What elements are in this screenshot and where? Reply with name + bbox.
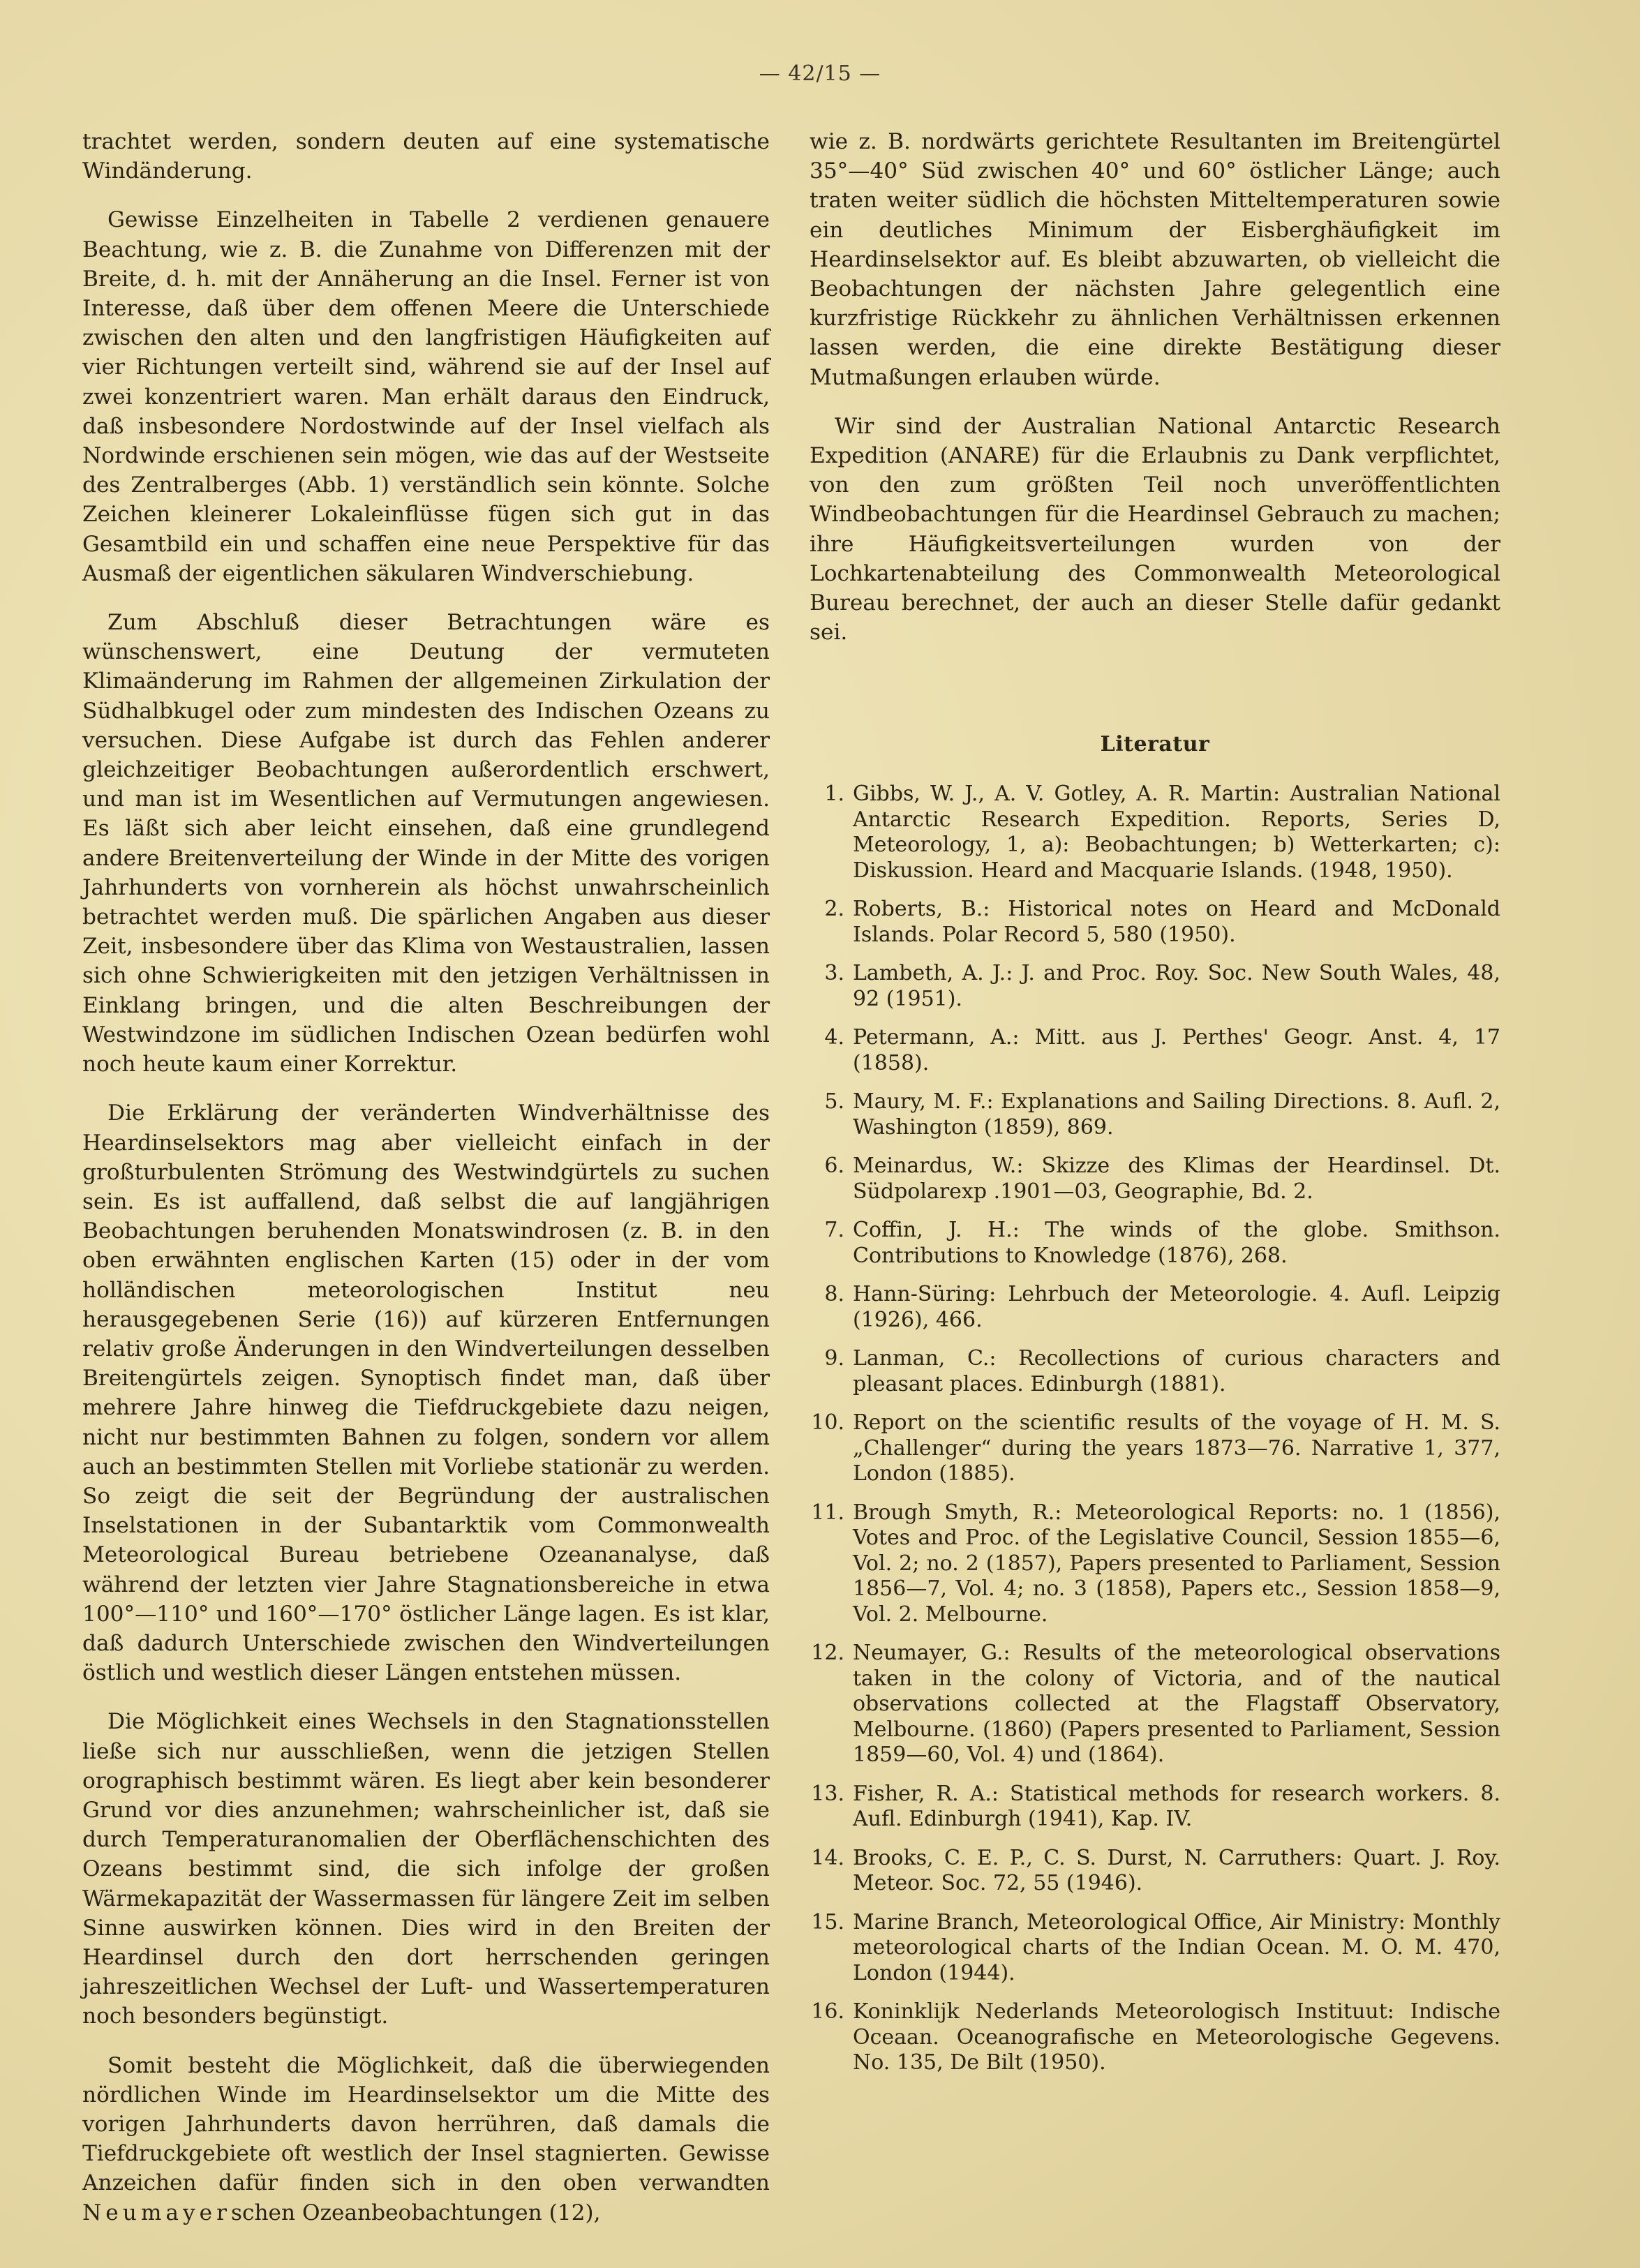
reference-number: 6. — [824, 1154, 844, 1179]
body-paragraph-2: Gewisse Einzelheiten in Tabelle 2 verdienen genauere Beachtung, wie z. B. die Zunahme von Differenzen mit der Breite, d. h. mit der Annäherung an die Insel. Ferner ist von Interesse, daß über dem offenen Meere die Unterschiede zwischen den alten und den langfristigen Häufigkeiten auf vier Richtungen verteilt sind, während sie auf der Insel auf zwei konzentriert waren. Man erhält daraus den Eindruck, daß insbesondere Nordostwinde auf der Insel vielfach als Nordwinde erschienen sein mögen, wie das auf der Westseite des Zentralberges (Abb. 1) verständlich sein könnte. Solche Zeichen kleinerer Lokaleinflüsse fügen sich gut in das Gesamtbild ein und schaffen eine neue Perspektive für das Ausmaß der eigentlichen säkularen Windverschiebung. — [82, 207, 770, 586]
body-paragraph-1: trachtet werden, sondern deuten auf eine systematische Windänderung. — [82, 129, 770, 184]
reference-item — [810, 1025, 1500, 1076]
body-paragraph-4: Die Erklärung der veränderten Windverhältnisse des Heardinselsektors mag aber vielleicht einfach in der großturbulenten Strömung des Westwindgürtels zu suchen sein. Es ist auffallend, daß selbst die auf langjährigen Beobachtungen beruhenden Monatswindrosen (z. B. in den oben erwähnten englischen Karten (15) oder in der vom holländischen meteorologischen Institut neu herausgegebenen Serie (16)) auf kürzeren Entfernungen relativ große Änderungen in den Windverteilungen desselben Breitengürtels zeigen. Synoptisch findet man, daß über mehrere Jahre hinweg die Tiefdruckgebiete dazu neigen, nicht nur bestimmten Bahnen zu folgen, sondern vor allem auch an bestimmten Stellen mit Vorliebe stationär zu werden. So zeigt die seit der Begründung der australischen Inselstationen in der Subantarktik vom Commonwealth Meteorological Bureau betriebene Ozeananalyse, daß während der letzten vier Jahre Stagnationsbereiche in etwa 100°—110° und 160°—170° östlicher Länge lagen. Es ist klar, daß dadurch Unterschiede zwischen den Windverteilungen östlich und westlich dieser Längen entstehen müssen. — [82, 1101, 770, 1686]
reference-item — [810, 782, 1500, 883]
references-list — [810, 782, 1500, 2076]
reference-text: Brooks, C. E. P., C. S. Durst, N. Carruthers: Quart. J. Roy. Meteor. Soc. 72, 55 (1946). — [853, 1845, 1500, 1896]
reference-text: Maury, M. F.: Explanations and Sailing Directions. 8. Aufl. 2, Washington (1859), 869. — [853, 1089, 1500, 1140]
paragraph-6-text-after: schen Ozeanbeobachtungen (12), — [230, 2200, 601, 2225]
reference-text: Report on the scientific results of the voyage of H. M. S. „Challenger“ during the years 1873—76. Narrative 1, 377, London (1885). — [853, 1410, 1500, 1486]
reference-item — [810, 1154, 1500, 1204]
reference-number: 13. — [811, 1781, 844, 1806]
reference-text: Koninklijk Nederlands Meteorologisch Instituut: Indische Oceaan. Oceanografische en Meteorologische Gegevens. No. 135, De Bilt (1950). — [853, 1999, 1500, 2075]
reference-text: Lanman, C.: Recollections of curious characters and pleasant places. Edinburgh (1881). — [853, 1346, 1500, 1396]
reference-item — [810, 1500, 1500, 1628]
reference-item — [810, 1282, 1500, 1333]
reference-item — [810, 1089, 1500, 1140]
reference-text: Marine Branch, Meteorological Office, Air Ministry: Monthly meteorological charts of the Indian Ocean. M. O. M. 470, London (1944). — [853, 1909, 1500, 1985]
reference-text: Neumayer, G.: Results of the meteorological observations taken in the colony of Victoria, and of the nautical observations collected at the Flagstaff Observatory, Melbourne. (1860) (Papers presented to Parliament, Session 1859—60, Vol. 4) und (1864). — [853, 1641, 1500, 1768]
reference-text: Gibbs, W. J., A. V. Gotley, A. R. Martin: Australian National Antarctic Research Expedition. Reports, Series D, Meteorology, 1, a): Beobachtungen; b) Wetterkarten; c): Diskussion. Heard and Macquarie Islands. (1948, 1950). — [853, 782, 1500, 883]
reference-number: 4. — [824, 1025, 844, 1050]
reference-number: 16. — [811, 1999, 844, 2024]
reference-text: Meinardus, W.: Skizze des Klimas der Heardinsel. Dt. Südpolarexp .1901—03, Geographie, Bd. 2. — [853, 1154, 1500, 1204]
reference-number: 5. — [824, 1089, 844, 1114]
reference-number: 15. — [811, 1909, 844, 1934]
reference-item — [810, 1999, 1500, 2076]
reference-number: 14. — [811, 1845, 844, 1870]
spaced-author-name: Neumayer — [82, 2200, 231, 2225]
reference-text: Roberts, B.: Historical notes on Heard and McDonald Islands. Polar Record 5, 580 (1950). — [853, 897, 1500, 947]
reference-item — [810, 1410, 1500, 1487]
reference-item — [810, 1846, 1500, 1897]
left-column — [82, 127, 770, 2247]
reference-text: Lambeth, A. J.: J. and Proc. Roy. Soc. New South Wales, 48, 92 (1951). — [853, 961, 1500, 1011]
reference-item — [810, 1782, 1500, 1833]
reference-item — [810, 1218, 1500, 1269]
reference-item — [810, 961, 1500, 1012]
reference-item — [810, 1346, 1500, 1397]
reference-number: 12. — [811, 1641, 844, 1666]
reference-text: Coffin, J. H.: The winds of the globe. Smithson. Contributions to Knowledge (1876), 268. — [853, 1218, 1500, 1268]
body-paragraph-3: Zum Abschluß dieser Betrachtungen wäre es wünschenswert, eine Deutung der vermuteten Klimaänderung im Rahmen der allgemeinen Zirkulation der Südhalbkugel oder zum mindesten des Indischen Ozeans zu versuchen. Diese Aufgabe ist durch das Fehlen anderer gleichzeitiger Beobachtungen außerordentlich erschwert, und man ist im Wesentlichen auf Vermutungen angewiesen. Es läßt sich aber leicht einsehen, daß eine grundlegend andere Breitenverteilung der Winde in der Mitte des vorigen Jahrhunderts von vornherein als höchst unwahrscheinlich betrachtet werden muß. Die spärlichen Angaben aus dieser Zeit, insbesondere über das Klima von Westaustralien, lassen sich ohne Schwierigkeiten mit den jetzigen Verhältnissen in Einklang bringen, und die alten Beschreibungen der Westwindzone im südlichen Indischen Ozean bedürfen wohl noch heute kaum einer Korrektur. — [82, 610, 770, 1077]
reference-number: 1. — [824, 782, 844, 807]
paragraph-6-text-before: Somit besteht die Möglichkeit, daß die überwiegenden nördlichen Winde im Heardinselsektor um die Mitte des vorigen Jahrhunderts davon herrühren, daß damals die Tiefdruckgebiete oft westlich der Insel stagnierten. Gewisse Anzeichen dafür finden sich in den oben verwandten — [82, 2052, 770, 2196]
reference-number: 7. — [824, 1218, 844, 1243]
reference-number: 3. — [824, 961, 844, 986]
acknowledgement-paragraph: Wir sind der Australian National Antarctic Research Expedition (ANARE) für die Erlaubnis zu Dank verpflichtet, von den zum größten Teil noch unveröffentlichten Windbeobachtungen für die Heardinsel Gebrauch zu machen; ihre Häufigkeitsverteilungen wurden von der Lochkartenabteilung des Commonwealth Meteorological Bureau berechnet, der auch an dieser Stelle dafür gedankt sei. — [810, 413, 1500, 646]
reference-number: 8. — [824, 1282, 844, 1307]
page-header: — 42/15 — — [759, 61, 881, 86]
reference-item — [810, 1641, 1500, 1768]
reference-text: Fisher, R. A.: Statistical methods for research workers. 8. Aufl. Edinburgh (1941), Kap. IV. — [853, 1781, 1500, 1832]
reference-number: 10. — [811, 1410, 844, 1435]
reference-item — [810, 897, 1500, 948]
reference-text: Hann-Süring: Lehrbuch der Meteorologie. 4. Aufl. Leipzig (1926), 466. — [853, 1282, 1500, 1332]
body-paragraph-7: wie z. B. nordwärts gerichtete Resultanten im Breitengürtel 35°—40° Süd zwischen 40° und 60° östlicher Länge; auch traten weiter südlich die höchsten Mitteltemperaturen sowie ein deutliches Minimum der Eisberghäufigkeit im Heardinselsektor auf. Es bleibt abzuwarten, ob vielleicht die Beobachtungen der nächsten Jahre gelegentlich eine kurzfristige Rückkehr zu ähnlichen Verhältnissen erkennen lassen werden, die eine direkte Bestätigung dieser Mutmaßungen erlauben würde. — [810, 129, 1500, 390]
reference-number: 9. — [824, 1346, 844, 1371]
reference-number: 2. — [824, 897, 844, 922]
body-paragraph-5: Die Möglichkeit eines Wechsels in den Stagnationsstellen ließe sich nur ausschließen, wenn die jetzigen Stellen orographisch bestimmt wären. Es liegt aber kein besonderer Grund vor dies anzunehmen; wahrscheinlicher ist, daß sie durch Temperaturanomalien der Oberflächenschichten des Ozeans bestimmt sind, die sich infolge der großen Wärmekapazität der Wassermassen für längere Zeit im selben Sinne auswirken können. Dies wird in den Breiten der Heardinsel durch den dort herrschenden geringen jahreszeitlichen Wechsel der Luft- und Wassertemperaturen noch besonders begünstigt. — [82, 1709, 770, 2029]
references-heading: Literatur — [1100, 732, 1210, 757]
reference-text: Brough Smyth, R.: Meteorological Reports: no. 1 (1856), Votes and Proc. of the Legislative Council, Session 1855—6, Vol. 2; no. 2 (1857), Papers presented to Parliament, Session 1856—7, Vol. 4; no. 3 (1858), Papers etc., Session 1858—9, Vol. 2. Melbourne. — [853, 1500, 1500, 1627]
right-column — [810, 127, 1500, 2089]
reference-item — [810, 1910, 1500, 1987]
body-paragraph-6 — [82, 2051, 770, 2228]
reference-number: 11. — [811, 1500, 844, 1525]
reference-text: Petermann, A.: Mitt. aus J. Perthes' Geogr. Anst. 4, 17 (1858). — [853, 1025, 1500, 1075]
